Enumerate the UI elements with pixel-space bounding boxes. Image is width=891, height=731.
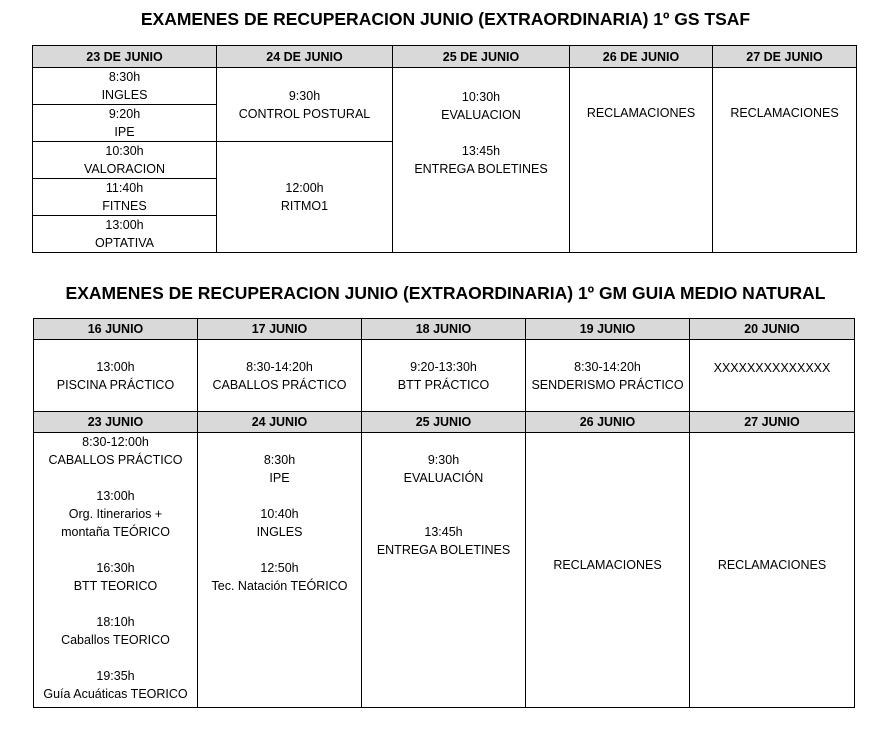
exam-caballos-practico: 8:30-14:20h CABALLOS PRÁCTICO — [198, 340, 362, 412]
header-27-junio: 27 DE JUNIO — [713, 46, 857, 68]
exams-25-junio: 9:30h EVALUACIÓN 13:45h ENTREGA BOLETINES — [362, 433, 526, 708]
header-26-junio: 26 JUNIO — [526, 412, 690, 433]
reclamaciones-26-junio: RECLAMACIONES — [526, 433, 690, 708]
header-23-junio: 23 DE JUNIO — [33, 46, 217, 68]
header-17-junio: 17 JUNIO — [198, 319, 362, 340]
exam-control-postural: 9:30h CONTROL POSTURAL — [217, 68, 393, 142]
exam-ipe: 9:20h IPE — [33, 105, 217, 142]
exam-senderismo-practico: 8:30-14:20h SENDERISMO PRÁCTICO — [526, 340, 690, 412]
exam-ritmo1: 12:00h RITMO1 — [217, 142, 393, 253]
reclamaciones-27-junio: RECLAMACIONES — [690, 433, 855, 708]
exam-ingles: 8:30h INGLES — [33, 68, 217, 105]
header-25-junio: 25 JUNIO — [362, 412, 526, 433]
title-gm-guia-medio-natural: EXAMENES DE RECUPERACION JUNIO (EXTRAORDINARIA) 1º GM GUIA MEDIO NATURAL — [65, 283, 826, 303]
exam-btt-practico: 9:20-13:30h BTT PRÁCTICO — [362, 340, 526, 412]
schedule-table-gs-tsaf — [32, 45, 857, 253]
header-20-junio: 20 JUNIO — [690, 319, 855, 340]
exam-piscina-practico: 13:00h PISCINA PRÁCTICO — [34, 340, 198, 412]
exams-23-junio: 8:30-12:00h CABALLOS PRÁCTICO 13:00h Org. Itinerarios + montaña TEÓRICO 16:30h BTT TEORICO 18:10h Caballos TEORICO 19:35h Guía Acuáticas TEORICO — [34, 433, 198, 708]
header-27-junio: 27 JUNIO — [690, 412, 855, 433]
schedule-table-gm-guia — [33, 318, 855, 708]
header-25-junio: 25 DE JUNIO — [393, 46, 570, 68]
title-gs-tsaf: EXAMENES DE RECUPERACION JUNIO (EXTRAORDINARIA) 1º GS TSAF — [140, 9, 751, 29]
header-18-junio: 18 JUNIO — [362, 319, 526, 340]
reclamaciones-27: RECLAMACIONES — [713, 68, 857, 253]
exam-valoracion: 10:30h VALORACION — [33, 142, 217, 179]
header-16-junio: 16 JUNIO — [34, 319, 198, 340]
exam-fitnes: 11:40h FITNES — [33, 179, 217, 216]
header-19-junio: 19 JUNIO — [526, 319, 690, 340]
exams-24-junio: 8:30h IPE 10:40h INGLES 12:50h Tec. Natación TEÓRICO — [198, 433, 362, 708]
reclamaciones-26: RECLAMACIONES — [570, 68, 713, 253]
exam-evaluacion-boletines: 10:30h EVALUACION 13:45h ENTREGA BOLETINES — [393, 68, 570, 253]
header-26-junio: 26 DE JUNIO — [570, 46, 713, 68]
header-23-junio: 23 JUNIO — [34, 412, 198, 433]
exam-optativa: 13:00h OPTATIVA — [33, 216, 217, 253]
exam-20-junio-none: XXXXXXXXXXXXXX — [690, 340, 855, 412]
header-24-junio: 24 DE JUNIO — [217, 46, 393, 68]
header-24-junio: 24 JUNIO — [198, 412, 362, 433]
